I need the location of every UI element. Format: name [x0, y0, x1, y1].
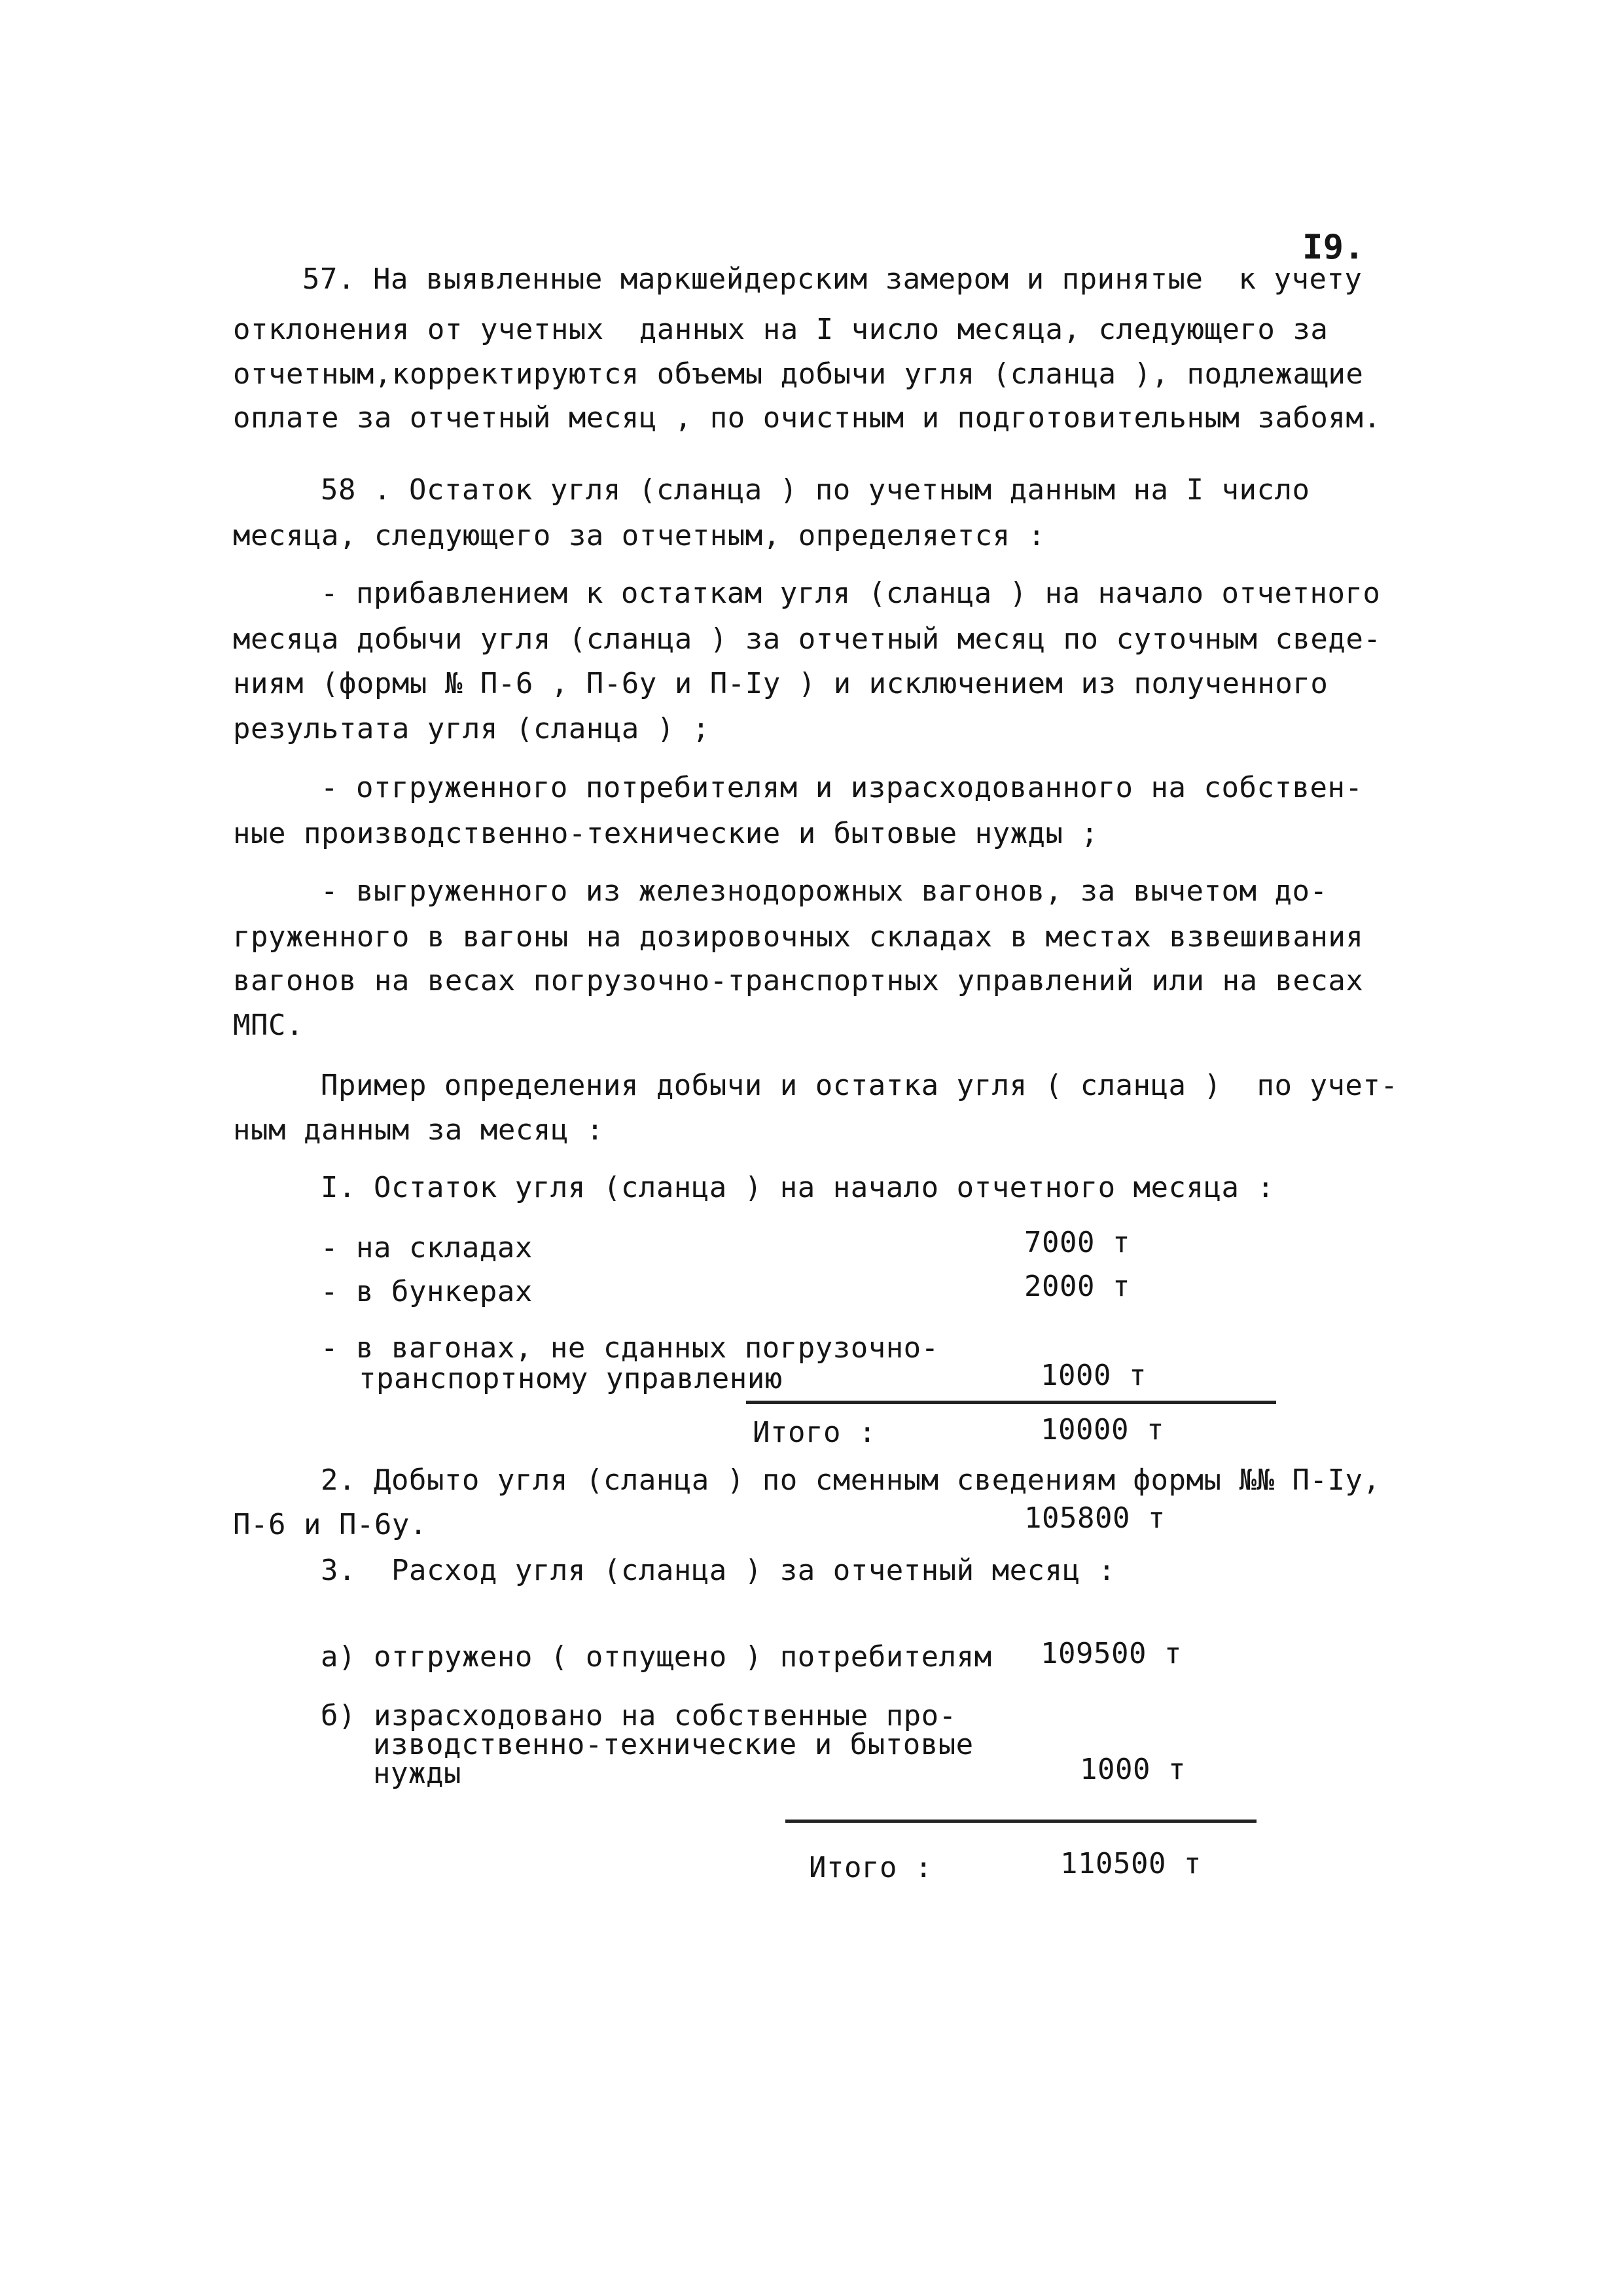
example-item-1-heading: I. Остаток угля (сланца ) на начало отчетного месяца : — [321, 1171, 1275, 1204]
example-item-1-row-label: транспортному управлению — [359, 1362, 783, 1395]
example-item-2-line-2: П-6 и П-6у. — [233, 1508, 427, 1541]
bullet-1-line-4: результата угля (сланца ) ; — [233, 712, 710, 745]
example-item-1-row-value: 2000 т — [1024, 1270, 1130, 1303]
example-item-3-row-value: 109500 т — [1041, 1637, 1182, 1670]
paragraph-58-line-1: 58 . Остаток угля (сланца ) по учетным данным на I число — [321, 473, 1310, 507]
bullet-1-line-2: месяца добычи угля (сланца ) за отчетный месяц по суточным сведе- — [233, 622, 1382, 656]
paragraph-57-line-3: отчетным,корректируются объемы добычи угля (сланца ), подлежащие — [233, 357, 1364, 391]
example-item-1-total-rule — [746, 1401, 1276, 1404]
paragraph-58-line-2: месяца, следующего за отчетным, определяется : — [233, 519, 1046, 552]
paragraph-57-line-1: 57. На выявленные маркшейдерским замером и принятые к учету — [302, 262, 1363, 296]
example-item-3-row-label: а) отгружено ( отпущено ) потребителям — [321, 1640, 992, 1674]
paragraph-57-line-2: отклонения от учетных данных на I число месяца, следующего за — [233, 313, 1329, 346]
example-item-1-row-label: - на складах — [321, 1231, 533, 1265]
example-item-3-total-label: Итого : — [809, 1851, 933, 1884]
bullet-3-line-2: груженного в вагоны на дозировочных складах в местах взвешивания — [233, 920, 1364, 954]
bullet-2-line-1: - отгруженного потребителям и израсходованного на собствен- — [321, 771, 1363, 804]
example-item-2-line-1: 2. Добыто угля (сланца ) по сменным сведениям формы №№ П-Iу, — [321, 1463, 1381, 1497]
bullet-3-line-3: вагонов на весах погрузочно-транспортных управлений или на весах — [233, 964, 1364, 997]
bullet-1-line-1: - прибавлением к остаткам угля (сланца ) на начало отчетного — [321, 577, 1381, 610]
example-item-3-total-rule — [785, 1820, 1257, 1823]
example-item-3-heading: 3. Расход угля (сланца ) за отчетный месяц : — [321, 1554, 1116, 1587]
example-item-3-row-value: 1000 т — [1080, 1753, 1186, 1786]
example-item-1-row-value: 1000 т — [1041, 1359, 1147, 1392]
paragraph-57-line-4: оплате за отчетный месяц , по очистным и подготовительным забоям. — [233, 401, 1382, 435]
example-item-2-value: 105800 т — [1024, 1501, 1166, 1535]
example-item-3-total-value: 110500 т — [1060, 1847, 1202, 1880]
example-item-3-row-label: б) израсходовано на собственные про- — [321, 1699, 957, 1732]
example-item-1-row-value: 7000 т — [1024, 1226, 1130, 1259]
example-intro-line-1: Пример определения добычи и остатка угля ( сланца ) по учет- — [321, 1069, 1399, 1102]
example-item-1-total-label: Итого : — [753, 1416, 876, 1449]
example-item-1-total-value: 10000 т — [1041, 1413, 1164, 1446]
example-item-1-row-label: - в вагонах, не сданных погрузочно- — [321, 1331, 939, 1365]
example-item-1-row-label: - в бункерах — [321, 1275, 533, 1308]
bullet-1-line-3: ниям (формы № П-6 , П-6у и П-Iу ) и исключением из полученного — [233, 667, 1329, 700]
example-item-3-row-label: нужды — [373, 1757, 461, 1790]
bullet-3-line-1: - выгруженного из железнодорожных вагонов, за вычетом до- — [321, 874, 1328, 908]
example-intro-line-2: ным данным за месяц : — [233, 1113, 604, 1147]
bullet-2-line-2: ные производственно-технические и бытовые нужды ; — [233, 817, 1099, 850]
example-item-3-row-label: изводственно-технические и бытовые — [373, 1728, 974, 1761]
bullet-3-line-4: МПС. — [233, 1009, 304, 1042]
page-number: I9. — [1302, 228, 1365, 267]
